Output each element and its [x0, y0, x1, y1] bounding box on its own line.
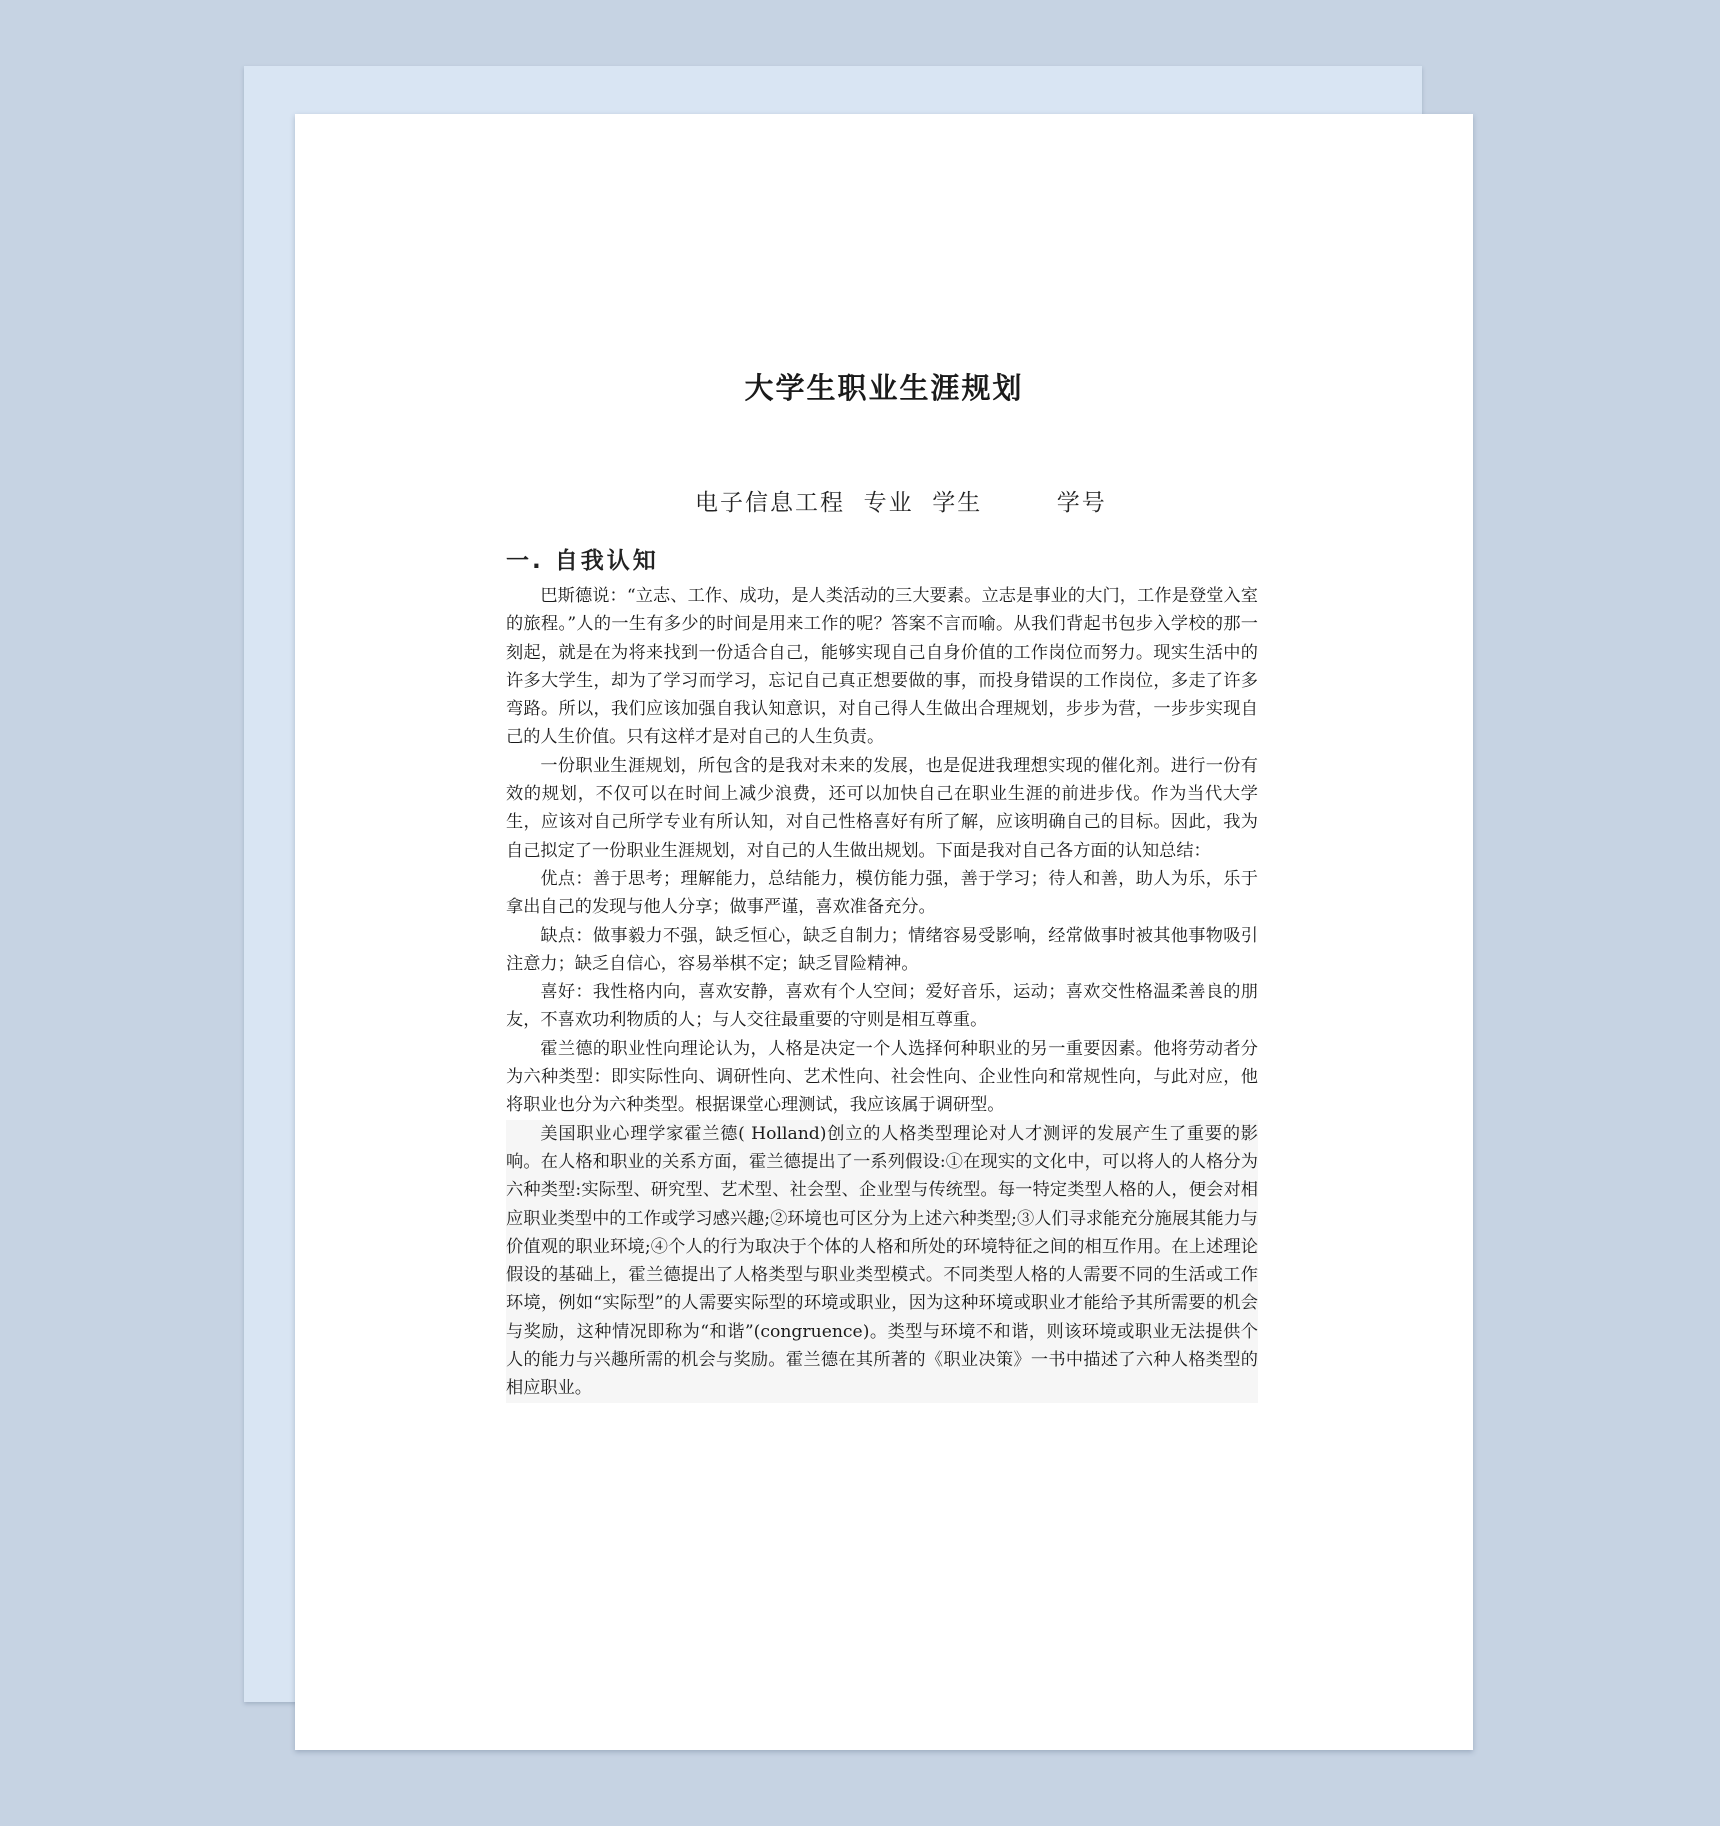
paragraph-career-plan: 一份职业生涯规划，所包含的是我对未来的发展，也是促进我理想实现的催化剂。进行一份有效的规划，不仅可以在时间上减少浪费，还可以加快自己在职业生涯的前进步伐。作为当代大学生，应该对自己所学专业有所认知，对自己性格喜好有所了解，应该明确自己的目标。因此，我为自己拟定了一份职业生涯规划，对自己的人生做出规划。下面是我对自己各方面的认知总结：: [506, 755, 1258, 861]
paragraph-strengths: 优点：善于思考；理解能力，总结能力，模仿能力强，善于学习；待人和善，助人为乐，乐于拿出自己的发现与他人分享；做事严谨，喜欢准备充分。: [506, 868, 1258, 918]
document-page: [295, 114, 1473, 1750]
document-body: [506, 582, 1258, 1403]
paragraph-holland-theory: 霍兰德的职业性向理论认为，人格是决定一个人选择何种职业的另一重要因素。他将劳动者分为六种类型：即实际性向、调研性向、艺术性向、社会性向、企业性向和常规性向，与此对应，他将职业也分为六种类型。根据课堂心理测试，我应该属于调研型。: [506, 1038, 1258, 1116]
section-heading-self-awareness: 一. 自我认知: [506, 548, 659, 574]
paragraph-pasteur-quote: 巴斯德说：“立志、工作、成功，是人类活动的三大要素。立志是事业的大门，工作是登堂入室的旅程。”人的一生有多少的时间是用来工作的呢？答案不言而喻。从我们背起书包步入学校的那一刻起，就是在为将来找到一份适合自己，能够实现自己自身价值的工作岗位而努力。现实生活中的许多大学生，却为了学习而学习，忘记自己真正想要做的事，而投身错误的工作岗位，多走了许多弯路。所以，我们应该加强自我认知意识，对自己得人生做出合理规划，步步为营，一步步实现自己的人生价值。只有这样才是对自己的人生负责。: [506, 586, 1258, 748]
paragraph-weaknesses: 缺点：做事毅力不强，缺乏恒心，缺乏自制力；情绪容易受影响，经常做事时被其他事物吸引注意力；缺乏自信心，容易举棋不定；缺乏冒险精神。: [506, 925, 1258, 974]
paragraph-preferences: 喜好：我性格内向，喜欢安静，喜欢有个人空间；爱好音乐，运动；喜欢交性格温柔善良的朋友，不喜欢功利物质的人；与人交往最重要的守则是相互尊重。: [506, 982, 1258, 1031]
paragraph-holland-personality-types: 美国职业心理学家霍兰德( Holland)创立的人格类型理论对人才测评的发展产生了重要的影响。在人格和职业的关系方面，霍兰德提出了一系列假设:①在现实的文化中，可以将人的人格分为六种类型:实际型、研究型、艺术型、社会型、企业型与传统型。每一特定类型人格的人，便会对相应职业类型中的工作或学习感兴趣;②环境也可区分为上述六种类型;③人们寻求能充分施展其能力与价值观的职业环境;④个人的行为取决于个体的人格和所处的环境特征之间的相互作用。在上述理论假设的基础上，霍兰德提出了人格类型与职业类型模式。不同类型人格的人需要不同的生活或工作环境，例如“实际型”的人需要实际型的环境或职业，因为这种环境或职业才能给予其所需要的机会与奖励，这种情况即称为“和谐”(congruence)。类型与环境不和谐，则该环境或职业无法提供个人的能力与兴趣所需的机会与奖励。霍兰德在其所著的《职业决策》一书中描述了六种人格类型的相应职业。: [506, 1120, 1258, 1403]
document-title: 大学生职业生涯规划: [744, 371, 1024, 405]
document-subtitle: 电子信息工程 专业 学生 学号: [695, 490, 1107, 516]
